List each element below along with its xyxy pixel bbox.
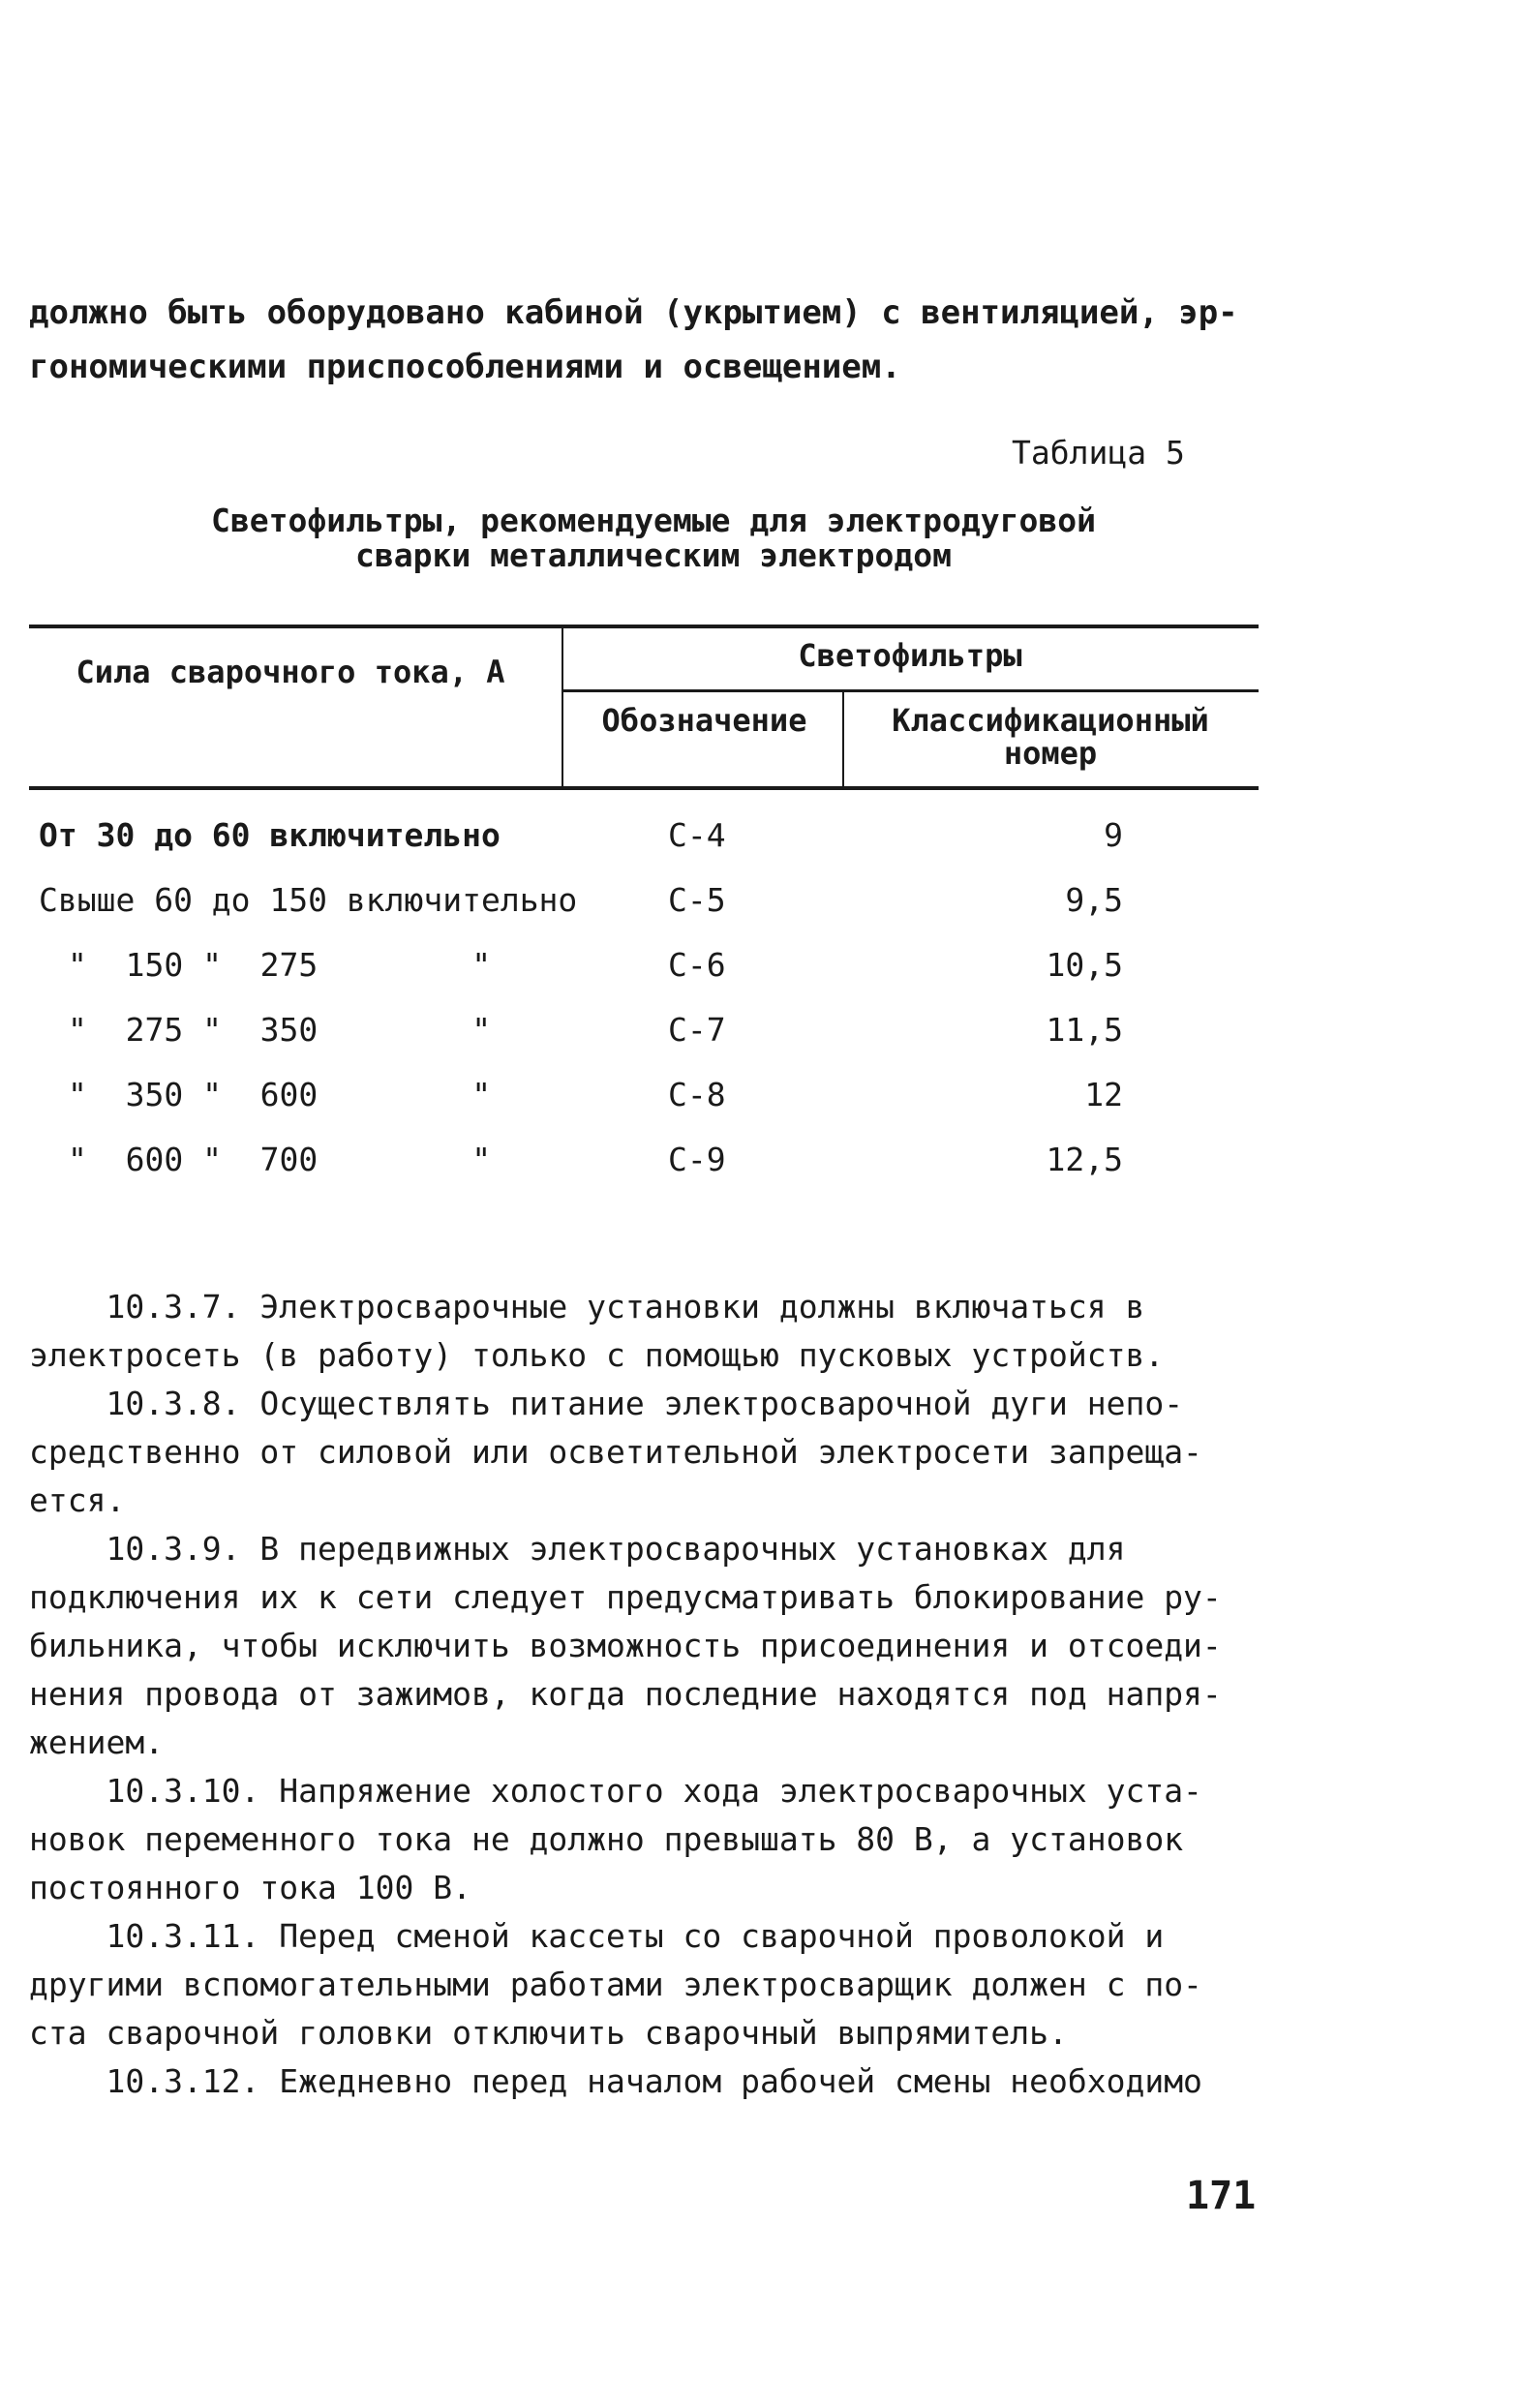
header-class-line-2: номер	[1003, 735, 1098, 772]
page-number: 171	[1186, 2174, 1257, 2218]
header-divider-1	[562, 625, 563, 786]
header-designation: Обозначение	[601, 702, 807, 739]
table-row	[39, 946, 1259, 1000]
body-line: бильника, чтобы исключить возможность присоединения и отсоеди-	[29, 1627, 1222, 1664]
body-line: 10.3.9. В передвижных электросварочных установках для	[29, 1530, 1126, 1568]
body-line: средственно от силовой или осветительной электросети запреща-	[29, 1433, 1202, 1471]
body-line: новок переменного тока не должно превышать 80 В, а установок	[29, 1820, 1184, 1858]
body-line: жением.	[29, 1723, 165, 1761]
body-paragraphs	[29, 1283, 1249, 2106]
cell-current: " 600 " 700 "	[68, 1141, 492, 1178]
cell-number: 12	[1084, 1076, 1123, 1113]
cell-designation: С-9	[668, 1141, 726, 1178]
body-line: 10.3.11. Перед сменой кассеты со сварочной проволокой и	[29, 1917, 1165, 1955]
cell-current: " 275 " 350 "	[68, 1011, 492, 1049]
cell-current: " 150 " 275 "	[68, 946, 492, 984]
body-line: 10.3.10. Напряжение холостого хода электросварочных уста-	[29, 1772, 1202, 1810]
header-bottom-rule	[29, 786, 1259, 790]
cell-designation: С-6	[668, 946, 726, 984]
body-line: электросеть (в работу) только с помощью пусковых устройств.	[29, 1336, 1165, 1374]
table-row	[39, 1076, 1259, 1130]
body-line: 10.3.12. Ежедневно перед началом рабочей смены необходимо	[29, 2062, 1202, 2100]
table-row	[39, 881, 1259, 935]
intro-paragraph	[29, 286, 1238, 394]
body-line: другими вспомогательными работами электросварщик должен с по-	[29, 1966, 1202, 2003]
body-line: ется.	[29, 1481, 126, 1519]
cell-number: 11,5	[1046, 1011, 1123, 1049]
cell-designation: С-8	[668, 1076, 726, 1113]
cell-current: " 350 " 600 "	[68, 1076, 492, 1113]
body-line: нения провода от зажимов, когда последние находятся под напря-	[29, 1675, 1222, 1713]
table-label: Таблица 5	[1012, 434, 1185, 472]
table-title-line-2: сварки металлическим электродом	[355, 536, 952, 574]
table-title-line-1: Светофильтры, рекомендуемые для электродуговой	[211, 502, 1096, 539]
body-line: постоянного тока 100 В.	[29, 1869, 471, 1906]
header-divider-2	[842, 692, 844, 786]
header-class-line-1: Классификационный	[892, 702, 1209, 739]
cell-designation: С-7	[668, 1011, 726, 1049]
body-line: ста сварочной головки отключить сварочный выпрямитель.	[29, 2014, 1068, 2052]
intro-line-1: должно быть оборудовано кабиной (укрытием) с вентиляцией, эр-	[29, 293, 1238, 332]
table-top-rule	[29, 625, 1259, 628]
table-row	[39, 1011, 1259, 1065]
body-line: 10.3.8. Осуществлять питание электросварочной дуги непо-	[29, 1385, 1184, 1422]
cell-current: От 30 до 60 включительно	[39, 816, 501, 854]
body-line: подключения их к сети следует предусматривать блокирование ру-	[29, 1578, 1222, 1616]
header-current: Сила сварочного тока, А	[76, 654, 505, 690]
cell-number: 9,5	[1065, 881, 1123, 919]
cell-designation: С-5	[668, 881, 726, 919]
body-line: 10.3.7. Электросварочные установки должны включаться в	[29, 1288, 1145, 1326]
table-row	[39, 816, 1259, 870]
cell-number: 12,5	[1046, 1141, 1123, 1178]
header-filters: Светофильтры	[798, 637, 1022, 674]
intro-line-2: гономическими приспособлениями и освещением.	[29, 348, 901, 386]
table-title	[145, 503, 1162, 573]
cell-number: 10,5	[1046, 946, 1123, 984]
cell-number: 9	[1104, 816, 1123, 854]
table-row	[39, 1141, 1259, 1195]
header-class-number	[847, 704, 1254, 770]
cell-current: Свыше 60 до 150 включительно	[39, 881, 578, 919]
cell-designation: С-4	[668, 816, 726, 854]
filters-sub-rule	[562, 689, 1259, 692]
